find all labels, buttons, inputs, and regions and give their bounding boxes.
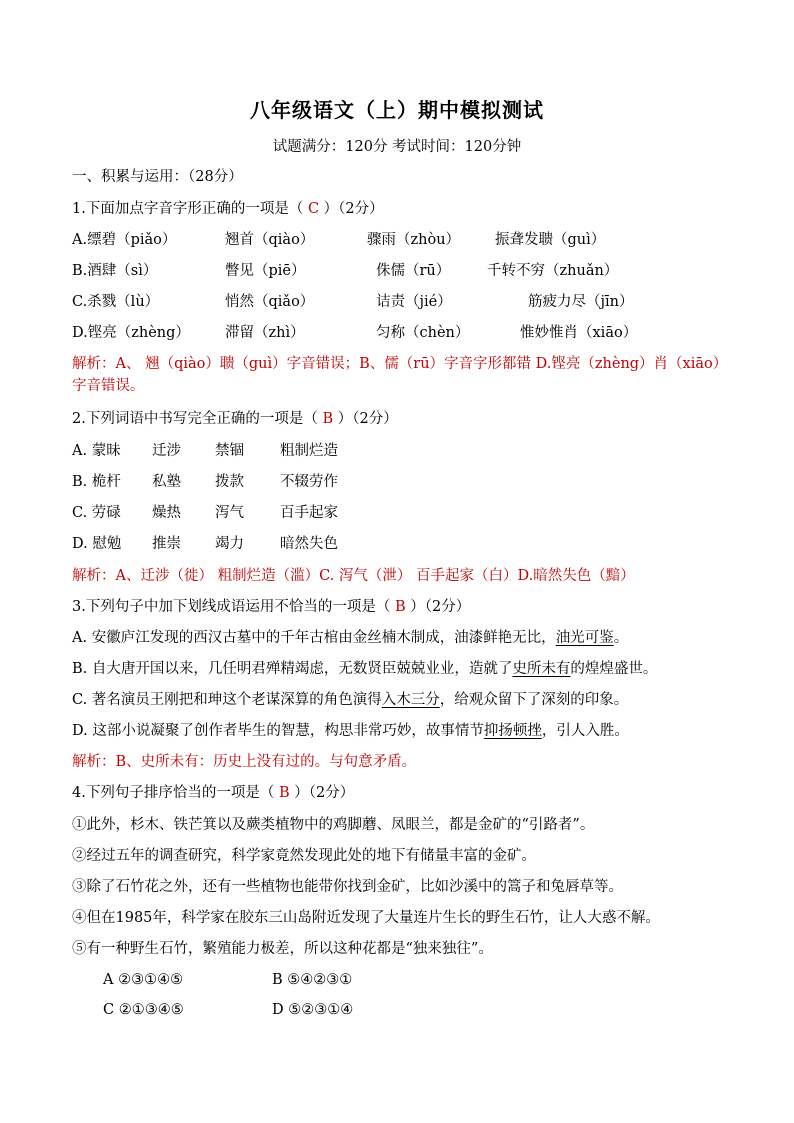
option-d-4: 惟妙惟肖（xiāo）: [520, 325, 638, 341]
question-3-option-a: [72, 627, 628, 649]
option-a-1: A.缥碧（piǎo）: [72, 232, 177, 248]
option-d-3: 匀称（chèn）: [376, 325, 470, 341]
option-text: C. 著名演员王刚把和珅这个老谋深算的角色演得: [72, 692, 382, 708]
option-b-3: 侏儒（rū）: [376, 263, 451, 279]
option-text-end: 。: [613, 630, 629, 646]
underlined-idiom: 抑扬顿挫: [483, 723, 542, 739]
option-a-1: A. 蒙昧: [72, 443, 121, 459]
option-b-2: 私塾: [152, 474, 181, 490]
option-b-1: B. 桅杆: [72, 474, 121, 490]
option-d-2: 推崇: [152, 536, 181, 552]
option-d-1: D. 慰勉: [72, 536, 122, 552]
question-3-analysis: 解析：B、史所未有：历史上没有过的。与句意矛盾。: [72, 754, 417, 770]
option-b-2: 瞥见（piē）: [225, 263, 306, 279]
sentence-3: ③除了石竹花之外，还有一些植物也能带你找到金矿，比如沙溪中的篙子和兔唇草等。: [72, 879, 623, 895]
option-d-1: D.铿亮（zhèng）: [72, 325, 190, 341]
question-3-option-b: [72, 658, 657, 680]
question-score: ）（2分）: [323, 201, 384, 217]
option-text: B. 自大唐开国以来，几任明君殚精竭虑，无数贤臣兢兢业业，造就了: [72, 661, 513, 677]
option-c-1: C.杀戮（lù）: [72, 294, 160, 310]
option-b-3: 拨款: [215, 474, 244, 490]
underlined-idiom: 史所未有: [512, 661, 571, 677]
option-text-end: ，给观众留下了深刻的印象。: [439, 692, 629, 708]
option-d-2: 滞留（zhì）: [225, 325, 305, 341]
question-score: ）（2分）: [337, 411, 398, 427]
choice-d: D ⑤②③①④: [272, 1002, 354, 1018]
answer-mark: C: [303, 201, 324, 217]
option-c-3: 诘责（jié）: [376, 294, 452, 310]
option-a-4: 振聋发聩（guì）: [495, 232, 606, 248]
question-1-analysis: 解析：A、 翘（qiào）聩（guì）字音错误；B、儒（rū）字音字形都错 D.铿亮（zhèng）肖（xiāo）字音错误。: [72, 356, 721, 394]
option-d-3: 竭力: [215, 536, 244, 552]
question-2-analysis: 解析：A、迁涉（徙） 粗制烂造（滥）C. 泻气（泄） 百手起家（白）D.暗然失色（黯）: [72, 568, 635, 584]
choice-b: B ⑤④②③①: [272, 972, 353, 988]
sentence-5: ⑤有一种野生石竹，繁殖能力极差，所以这种花都是“独来独往”。: [72, 941, 493, 957]
answer-mark: B: [390, 599, 411, 615]
option-b-1: B.酒肆（sì）: [72, 263, 158, 279]
answer-mark: B: [274, 785, 295, 801]
option-text-end: 的煌煌盛世。: [570, 661, 658, 677]
choice-a: A ②③①④⑤: [103, 972, 184, 988]
section-heading: 一、积累与运用：（28分）: [72, 169, 243, 185]
question-score: ）（2分）: [410, 599, 471, 615]
question-stem-text: 4.下列句子排序恰当的一项是（: [72, 785, 275, 801]
option-text: A. 安徽庐江发现的西汉古墓中的千年古棺由金丝楠木制成，油漆鲜艳无比，: [72, 630, 556, 646]
option-b-4: 千转不穷（zhuǎn）: [487, 263, 619, 279]
choice-c: C ②①③④⑤: [103, 1002, 184, 1018]
option-text: D. 这部小说凝聚了创作者毕生的智慧，构思非常巧妙，故事情节: [72, 723, 484, 739]
option-a-2: 翘首（qiào）: [225, 232, 315, 248]
option-c-4: 百手起家: [280, 505, 338, 521]
page-title: 八年级语文（上）期中模拟测试: [250, 98, 544, 122]
underlined-idiom: 油光可鉴: [555, 630, 614, 646]
option-c-2: 悄然（qiǎo）: [225, 294, 315, 310]
question-stem-text: 1.下面加点字音字形正确的一项是（: [72, 201, 304, 217]
question-4-stem: [72, 782, 354, 804]
option-c-1: C. 劳碌: [72, 505, 121, 521]
option-b-4: 不辍劳作: [280, 474, 338, 490]
question-1-stem: [72, 198, 384, 220]
question-3-option-d: [72, 720, 629, 742]
question-stem-text: 2.下列词语中书写完全正确的一项是（: [72, 411, 318, 427]
sentence-2: ②经过五年的调查研究，科学家竟然发现此处的地下有储量丰富的金矿。: [72, 848, 536, 864]
exam-info: 试题满分：120分 考试时间：120分钟: [272, 139, 522, 155]
option-c-4: 筋疲力尽（jīn）: [528, 294, 634, 310]
question-score: ）（2分）: [294, 785, 355, 801]
option-c-2: 燥热: [152, 505, 181, 521]
option-a-4: 粗制烂造: [280, 443, 338, 459]
option-a-3: 禁锢: [215, 443, 244, 459]
sentence-1: ①此外，杉木、铁芒箕以及蕨类植物中的鸡脚蘑、凤眼兰，都是金矿的“引路者”。: [72, 817, 595, 833]
sentence-4: ④但在1985年，科学家在胶东三山岛附近发现了大量连片生长的野生石竹，让人大惑不解。: [72, 910, 660, 926]
option-a-2: 迁涉: [152, 443, 181, 459]
answer-mark: B: [317, 411, 338, 427]
option-a-3: 骤雨（zhòu）: [367, 232, 461, 248]
question-3-stem: [72, 596, 470, 618]
question-2-stem: [72, 408, 398, 430]
question-stem-text: 3.下列句子中加下划线成语运用不恰当的一项是（: [72, 599, 391, 615]
underlined-idiom: 入木三分: [381, 692, 440, 708]
option-c-3: 泻气: [215, 505, 244, 521]
option-d-4: 暗然失色: [280, 536, 338, 552]
option-text-end: ，引人入胜。: [541, 723, 629, 739]
question-3-option-c: [72, 689, 628, 711]
